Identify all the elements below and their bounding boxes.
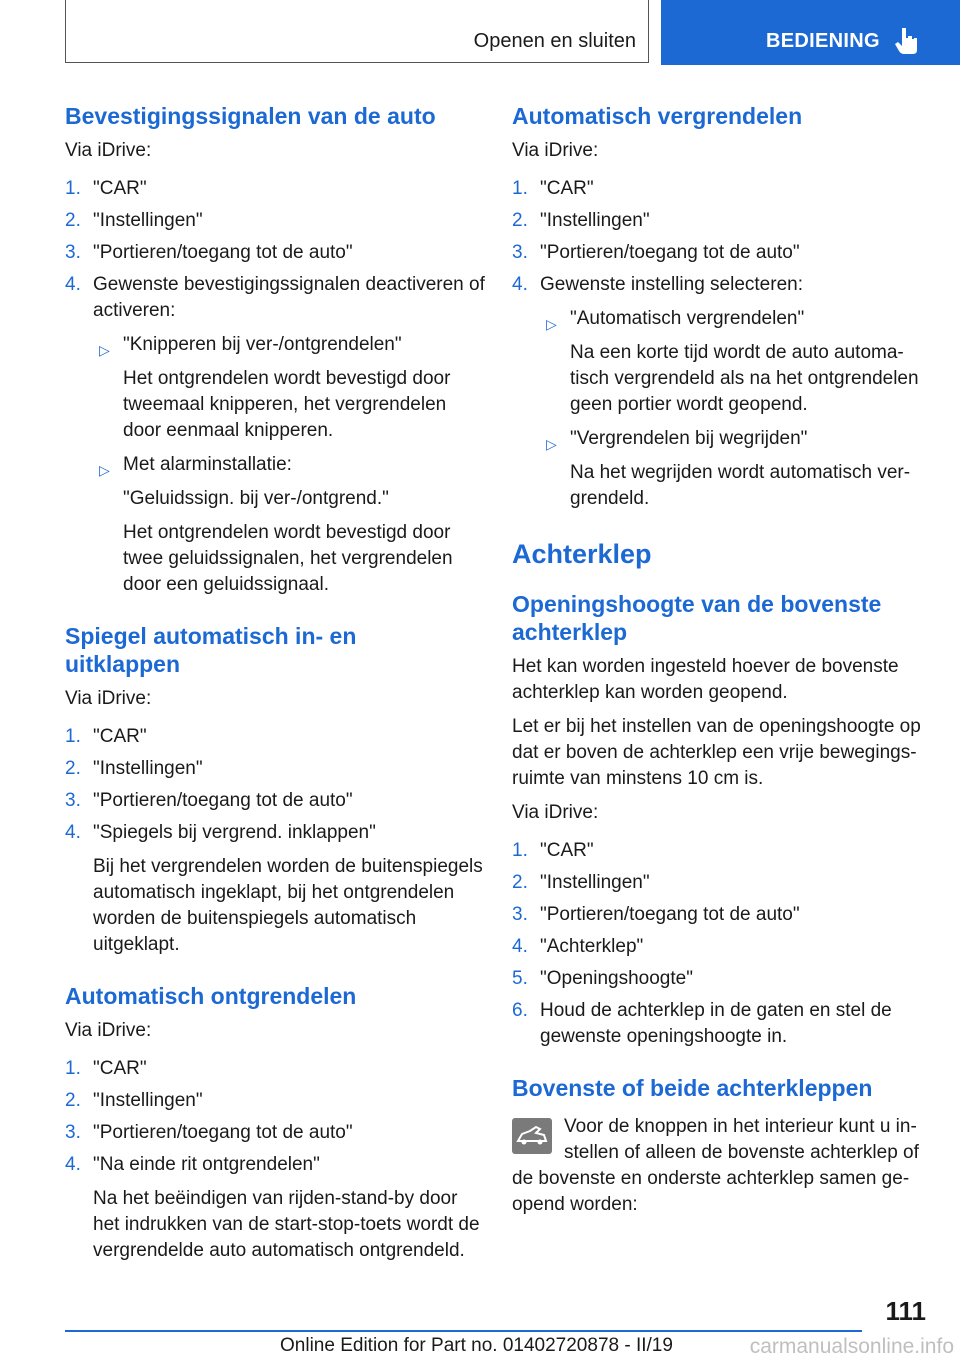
list-item [65, 820, 485, 958]
intro-text: Via iDrive: [65, 688, 152, 709]
list-number: 4. [512, 274, 528, 295]
section-title: Openen en sluiten [473, 30, 636, 52]
tailgate-description [512, 1114, 932, 1218]
list-number: 2. [512, 872, 528, 893]
list-text: Houd de achterklep in de gaten en stel de gewenste openingshoogte in. [540, 1000, 892, 1047]
footer-divider [65, 1330, 862, 1332]
list-text: "CAR" [93, 178, 147, 199]
list-number: 3. [512, 904, 528, 925]
list-item [65, 756, 485, 782]
paragraph: Let er bij het instellen van de openingshoogte op dat er boven de achterklep een vrije bewegingsruimte van minstens 10 cm is. [512, 716, 921, 789]
list-text: "CAR" [93, 726, 147, 747]
list-number: 1. [512, 840, 528, 861]
list-number: 1. [65, 1058, 81, 1079]
page-header [0, 0, 960, 66]
list-item [512, 838, 932, 864]
bullet-subtext: Het ontgrendelen wordt bevestigd door tweemaal knipperen, het vergrendelen door eenmaal knipperen. [123, 368, 451, 441]
section-tab [65, 0, 649, 63]
heading-automatisch-vergrendelen: Automatisch vergrendelen [512, 103, 803, 129]
numbered-list [65, 724, 485, 958]
list-text: "CAR" [540, 178, 594, 199]
intro-text: Via iDrive: [65, 1020, 152, 1041]
list-number: 3. [512, 242, 528, 263]
chapter-title: BEDIENING [766, 30, 880, 52]
list-number: 2. [65, 210, 81, 231]
list-text: "Portieren/toegang tot de auto" [93, 790, 353, 811]
list-number: 2. [65, 1090, 81, 1111]
list-item [512, 870, 932, 896]
list-number: 4. [512, 936, 528, 957]
list-number: 3. [65, 790, 81, 811]
intro-text: Via iDrive: [65, 140, 152, 161]
car-tailgate-icon [512, 1118, 552, 1154]
bullet-item [93, 452, 485, 598]
intro-text: Via iDrive: [512, 140, 599, 161]
paragraph: Voor de knoppen in het interieur kunt u instellen of alleen de bovenste achterklep of de bovenste en onderste achterklep samen geopend worden: [512, 1116, 919, 1215]
bullet-list [93, 332, 485, 598]
triangle-bullet-icon: ▷ [546, 316, 557, 332]
list-text: "Portieren/toegang tot de auto" [540, 904, 800, 925]
list-number: 2. [65, 758, 81, 779]
list-text: "Instellingen" [93, 1090, 203, 1111]
triangle-bullet-icon: ▷ [99, 462, 110, 478]
page-number: 111 [885, 1296, 926, 1326]
list-text: "Portieren/toegang tot de auto" [93, 1122, 353, 1143]
list-item [512, 902, 932, 928]
list-text: "Spiegels bij vergrend. inklappen" [93, 822, 376, 843]
list-number: 6. [512, 1000, 528, 1021]
bullet-text: "Knipperen bij ver-/ontgrendelen" [123, 334, 402, 355]
heading-bevestigingssignalen: Bevestigingssignalen van de auto [65, 103, 436, 129]
numbered-list [65, 176, 485, 598]
heading-automatisch-ontgrendelen: Automatisch ontgrendelen [65, 983, 357, 1009]
list-number: 3. [65, 1122, 81, 1143]
list-item [65, 240, 485, 266]
bullet-item [93, 332, 485, 444]
list-text: "Achterklep" [540, 936, 644, 957]
hand-pointer-icon [895, 26, 921, 56]
list-number: 1. [512, 178, 528, 199]
list-text: "Instellingen" [540, 210, 650, 231]
intro-text: Via iDrive: [512, 802, 599, 823]
list-text: Gewenste bevestigingssignalen deactiveren of activeren: [93, 274, 485, 321]
list-number: 4. [65, 1154, 81, 1175]
triangle-bullet-icon: ▷ [99, 342, 110, 358]
list-item [65, 788, 485, 814]
bullet-subtext: Het ontgrendelen wordt bevestigd door twee geluidssignalen, het vergrendelen door een geluidssignaal. [123, 522, 453, 595]
bullet-text: "Vergrendelen bij wegrijden" [570, 428, 808, 449]
list-text: "Instellingen" [93, 758, 203, 779]
list-number: 5. [512, 968, 528, 989]
bullet-text: Met alarminstallatie: [123, 454, 292, 475]
bullet-subtext: Na een korte tijd wordt de auto automatisch vergrendeld als na het ontgrendelen geen portier wordt geopend. [570, 342, 919, 415]
list-item [65, 1152, 485, 1264]
paragraph: Het kan worden ingesteld hoever de bovenste achterklep kan worden geopend. [512, 656, 899, 703]
bullet-list [540, 306, 932, 512]
list-text: "CAR" [93, 1058, 147, 1079]
watermark: carmanualsonline.info [749, 1335, 954, 1358]
list-item [65, 176, 485, 202]
list-item [512, 208, 932, 234]
list-text: "CAR" [540, 840, 594, 861]
list-text: "Portieren/toegang tot de auto" [540, 242, 800, 263]
numbered-list [512, 838, 932, 1050]
list-number: 4. [65, 822, 81, 843]
list-text: Gewenste instelling selecteren: [540, 274, 803, 295]
list-number: 2. [512, 210, 528, 231]
bullet-subtext: "Geluidssign. bij ver-/ontgrend." [123, 488, 389, 509]
bullet-subtext: Na het wegrijden wordt automatisch vergrendeld. [570, 462, 911, 509]
list-item [512, 966, 932, 992]
chapter-heading-achterklep: Achterklep [512, 539, 652, 569]
heading-spiegel: Spiegel automatisch in- en uitklappen [65, 623, 357, 677]
list-text: "Instellingen" [540, 872, 650, 893]
list-item [65, 272, 485, 598]
list-item [65, 1056, 485, 1082]
list-item [65, 724, 485, 750]
edition-text: Online Edition for Part no. 01402720878 - II/19 [280, 1335, 673, 1356]
list-text: "Instellingen" [93, 210, 203, 231]
left-column [65, 100, 485, 1264]
list-text: "Portieren/toegang tot de auto" [93, 242, 353, 263]
list-number: 1. [65, 726, 81, 747]
list-number: 1. [65, 178, 81, 199]
bullet-text: "Automatisch vergrendelen" [570, 308, 805, 329]
list-subtext: Bij het vergrendelen worden de buitenspiegels automatisch ingeklapt, bij het ontgrendelen worden de buitenspiegels automatisch uitgeklapt. [93, 856, 483, 955]
list-item [512, 176, 932, 202]
heading-bovenste-of-beide: Bovenste of beide achterkleppen [512, 1075, 873, 1101]
list-item [65, 208, 485, 234]
list-text: "Openingshoogte" [540, 968, 693, 989]
list-item [512, 240, 932, 266]
list-item [512, 998, 932, 1050]
heading-openingshoogte: Openingshoogte van de bovenste achterklep [512, 591, 882, 645]
right-column [512, 100, 932, 1218]
list-item [512, 272, 932, 512]
list-subtext: Na het beëindigen van rijden-stand-by door het indrukken van de start-stop-toets wordt de vergrendelde auto automatisch ontgrendeld. [93, 1188, 480, 1261]
list-item [65, 1088, 485, 1114]
bullet-item [540, 306, 932, 418]
triangle-bullet-icon: ▷ [546, 436, 557, 452]
list-item [512, 934, 932, 960]
numbered-list [65, 1056, 485, 1264]
numbered-list [512, 176, 932, 512]
list-item [65, 1120, 485, 1146]
list-text: "Na einde rit ontgrendelen" [93, 1154, 320, 1175]
list-number: 4. [65, 274, 81, 295]
list-number: 3. [65, 242, 81, 263]
bullet-item [540, 426, 932, 512]
